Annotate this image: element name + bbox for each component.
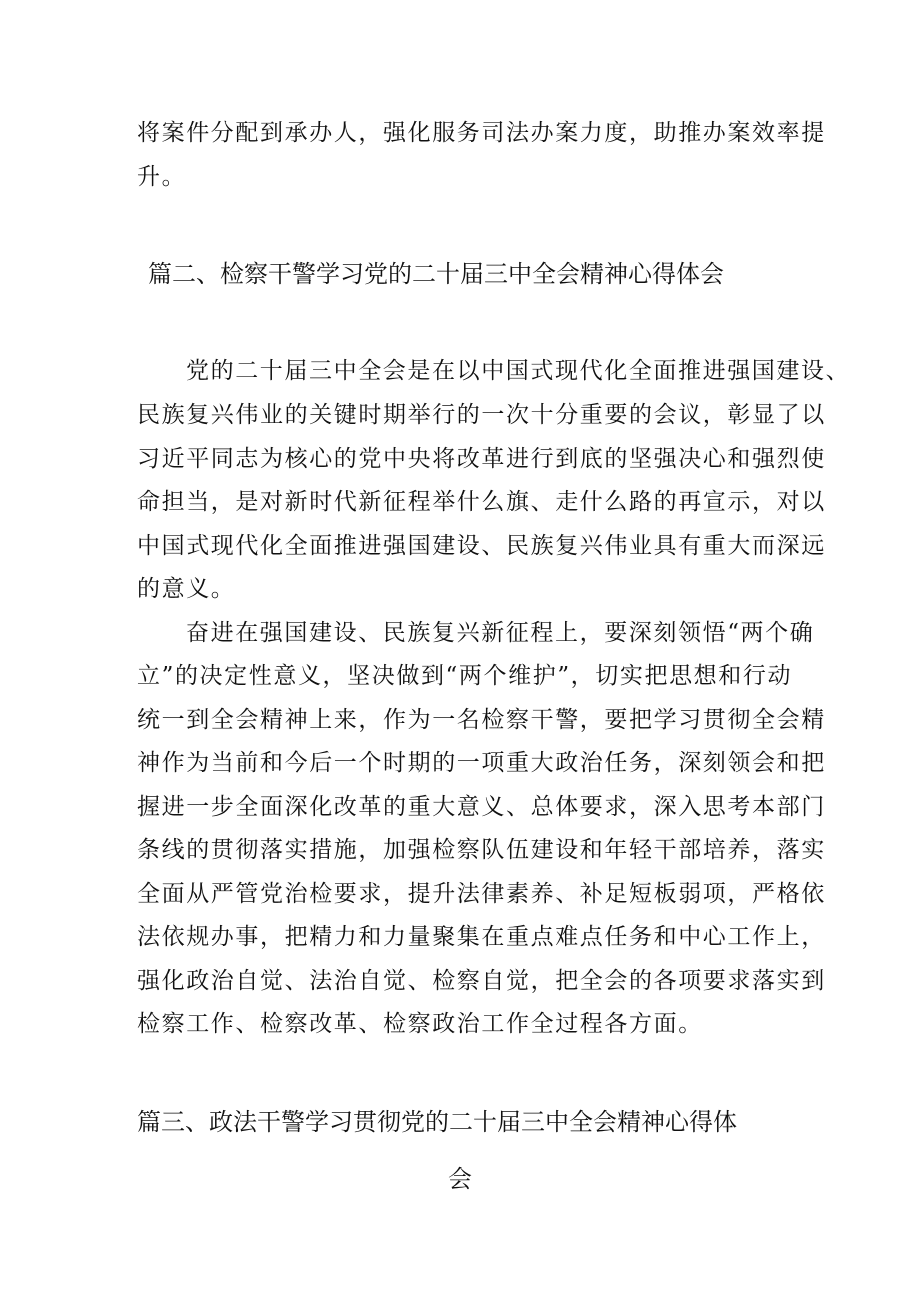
section2-paragraph2-line: 神作为当前和今后一个时期的一项重大政治任务，深刻领会和把 [137, 750, 826, 776]
section2-paragraph2-line: 握进一步全面深化改革的重大意义、总体要求，深入思考本部门 [137, 794, 826, 820]
section2-paragraph2-line: 法依规办事，把精力和力量聚集在重点难点任务和中心工作上， [137, 924, 826, 950]
section2-paragraph2-line: 全面从严管党治检要求，提升法律素养、补足短板弱项，严格依 [137, 881, 826, 907]
section2-paragraph1-line: 习近平同志为核心的党中央将改革进行到底的坚强决心和强烈使 [137, 446, 826, 472]
section2-paragraph1-line: 的意义。 [137, 576, 236, 602]
intro-paragraph-line: 升。 [137, 164, 187, 190]
section2-title: 篇二、检察干警学习党的二十届三中全会精神心得体会 [148, 260, 724, 288]
section2-paragraph2-line: 奋进在强国建设、民族复兴新征程上，要深刻领悟“两个确 [186, 620, 815, 646]
section2-paragraph2-line: 立”的决定性意义，坚决做到“两个维护”，切实把思想和行动 [137, 663, 793, 689]
section3-title-line2: 会 [448, 1165, 472, 1193]
section2-paragraph1-line: 民族复兴伟业的关键时期举行的一次十分重要的会议，彰显了以 [137, 402, 826, 428]
section2-paragraph2-line: 检察工作、检察改革、检察政治工作全过程各方面。 [137, 1011, 703, 1037]
section2-paragraph2-line: 统一到全会精神上来，作为一名检察干警，要把学习贯彻全会精 [137, 707, 826, 733]
section3-title-line1: 篇三、政法干警学习贯彻党的二十届三中全会精神心得体 [137, 1108, 737, 1136]
section2-paragraph1-line: 党的二十届三中全会是在以中国式现代化全面推进强国建设、 [186, 358, 851, 384]
section2-paragraph1-line: 中国式现代化全面推进强国建设、民族复兴伟业具有重大而深远 [137, 533, 826, 559]
section2-paragraph2-line: 强化政治自觉、法治自觉、检察自觉，把全会的各项要求落实到 [137, 968, 826, 994]
intro-paragraph-line: 将案件分配到承办人，强化服务司法办案力度，助推办案效率提 [137, 120, 826, 146]
section2-paragraph1-line: 命担当，是对新时代新征程举什么旗、走什么路的再宣示，对以 [137, 489, 826, 515]
section2-paragraph2-line: 条线的贯彻落实措施，加强检察队伍建设和年轻干部培养，落实 [137, 837, 826, 863]
